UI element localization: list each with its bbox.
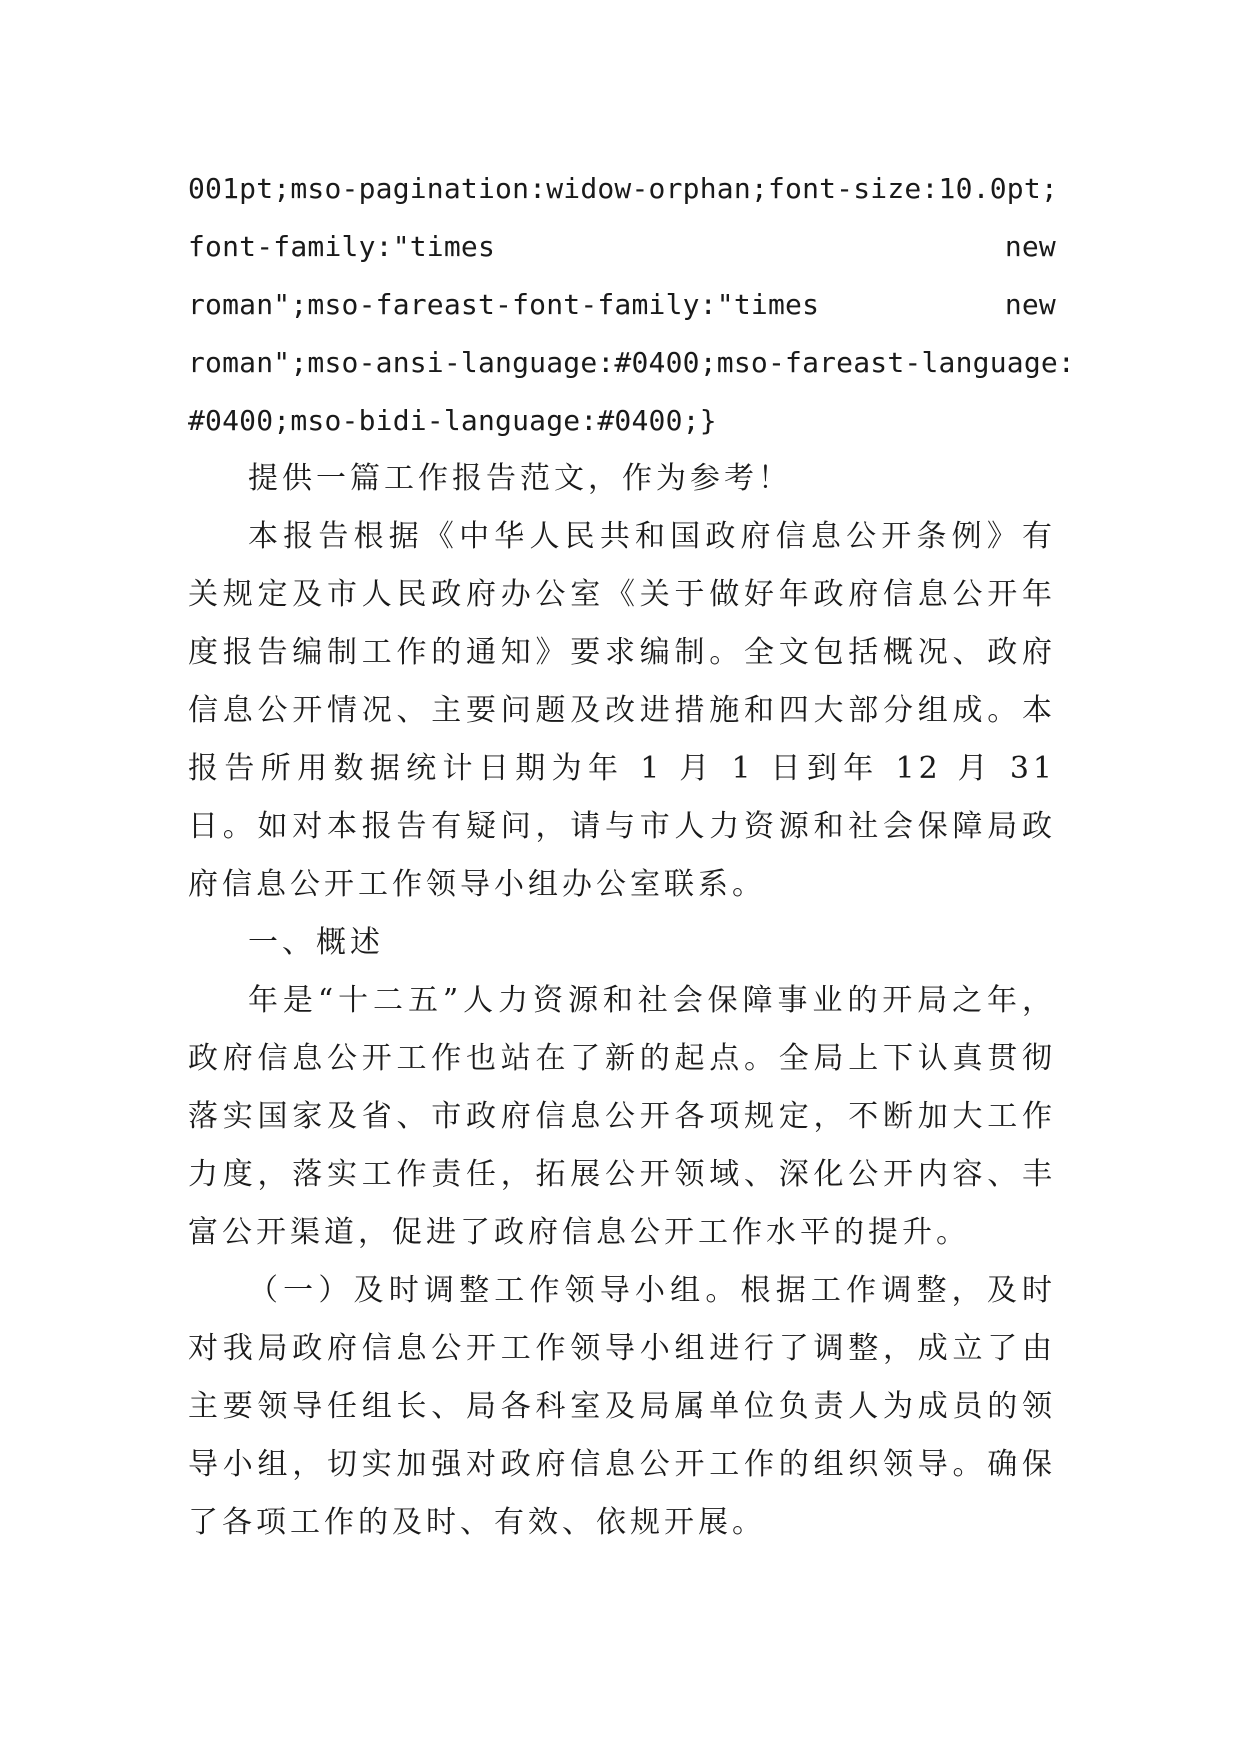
code-line-3-right: new [1004, 288, 1056, 321]
intro-line: 提供一篇工作报告范文，作为参考！ [248, 461, 792, 496]
code-line-1: 001pt;mso-pagination:widow-orphan;font-size:10.0pt; [188, 172, 1058, 205]
code-line-2-left: font-family:"times [188, 230, 496, 263]
code-line-4: roman";mso-ansi-language:#0400;mso-fareast-language: [188, 346, 1075, 379]
code-line-3-left: roman";mso-fareast-font-family:"times [188, 288, 820, 321]
code-line-5: #0400;mso-bidi-language:#0400;} [188, 404, 717, 437]
paragraph-leadership-group: （一）及时调整工作领导小组。根据工作调整，及时对我局政府信息公开工作领导小组进行了调整，成立了由主要领导任组长、局各科室及局属单位负责人为成员的领导小组，切实加强对政府信息公开工作的组织领导。确保了各项工作的及时、有效、依规开展。 [188, 1273, 1056, 1540]
document-page [188, 160, 1075, 1552]
paragraph-overview: 年是“十二五”人力资源和社会保障事业的开局之年，政府信息公开工作也站在了新的起点。全局上下认真贯彻落实国家及省、市政府信息公开各项规定，不断加大工作力度，落实工作责任，拓展公开领域、深化公开内容、丰富公开渠道，促进了政府信息公开工作水平的提升。 [188, 983, 1056, 1250]
code-line-3 [188, 276, 1056, 334]
paragraph-report-basis: 本报告根据《中华人民共和国政府信息公开条例》有关规定及市人民政府办公室《关于做好年政府信息公开年度报告编制工作的通知》要求编制。全文包括概况、政府信息公开情况、主要问题及改进措施和四大部分组成。本报告所用数据统计日期为年 1 月 1 日到年 12 月 31 日。如对本报告有疑问，请与市人力资源和社会保障局政府信息公开工作领导小组办公室联系。 [188, 519, 1056, 902]
section-title-overview: 一、概述 [248, 925, 384, 960]
code-line-2 [188, 218, 1056, 276]
code-line-2-right: new [1004, 230, 1056, 263]
